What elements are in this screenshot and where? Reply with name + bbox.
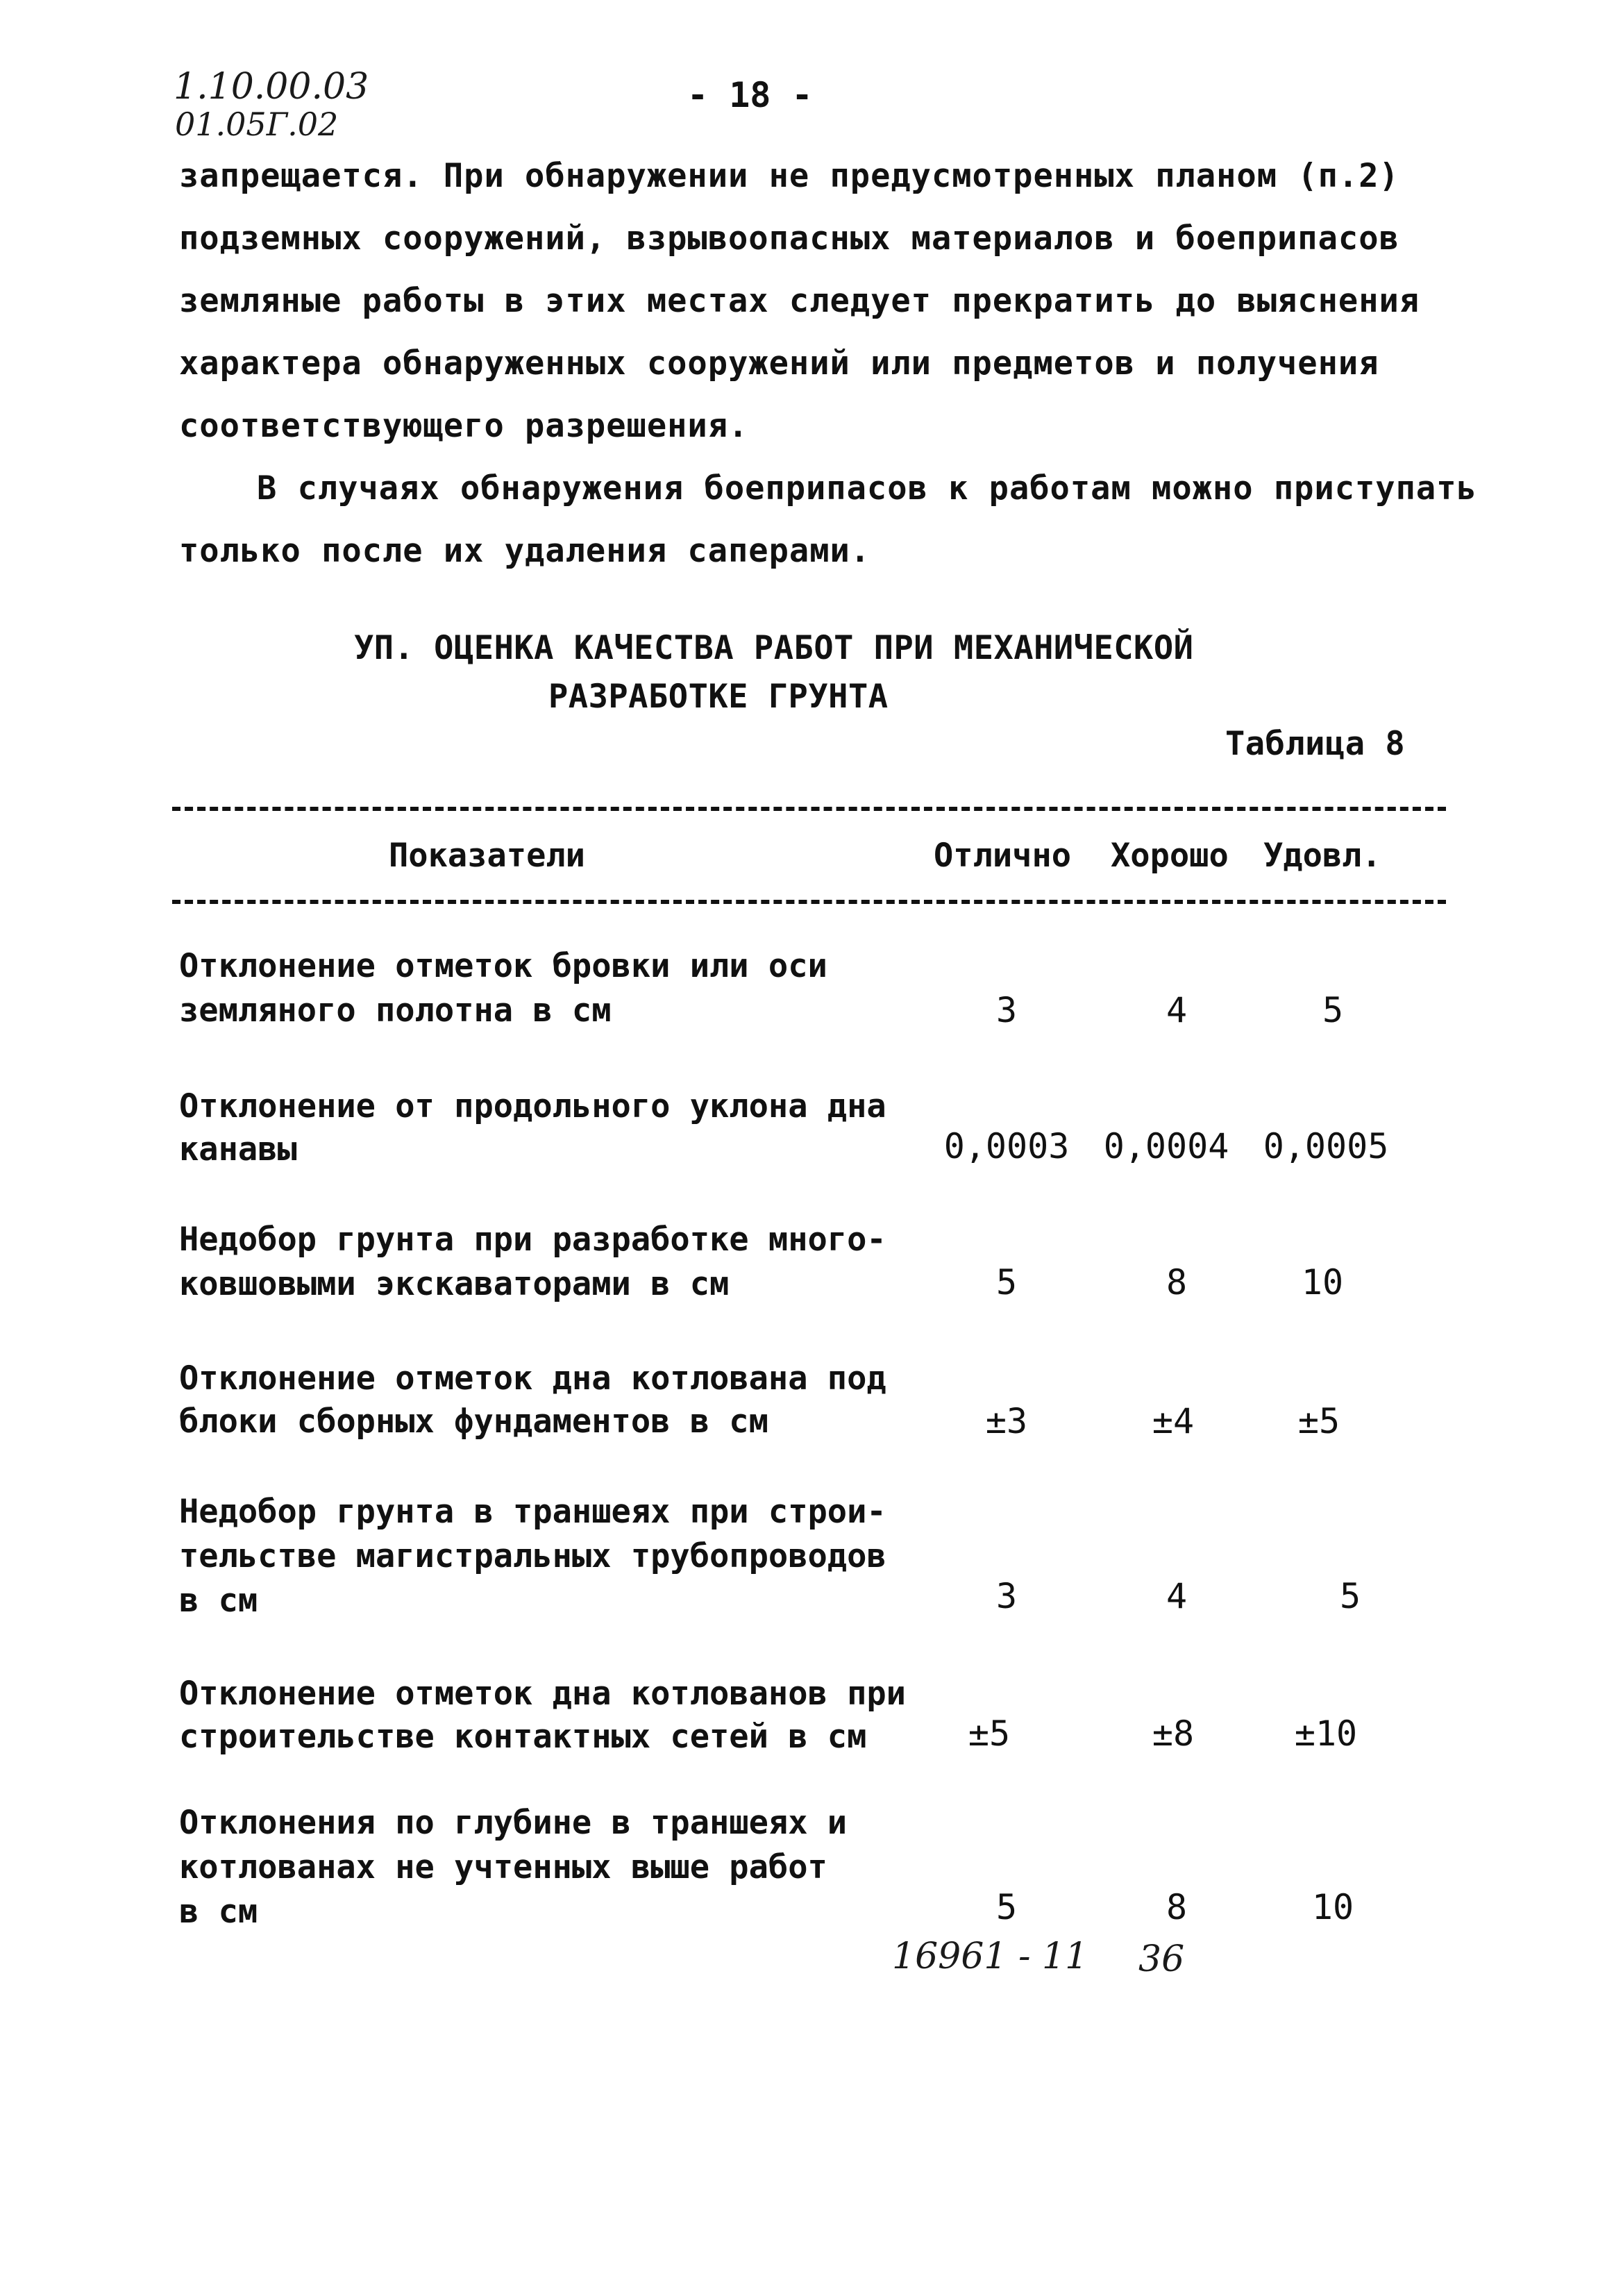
- table-row-label: Отклонение от продольного уклона дна: [179, 1087, 886, 1125]
- table-row-label: канавы: [179, 1130, 297, 1168]
- paragraph2-line: В случаях обнаружения боеприпасов к работам можно приступать: [257, 469, 1477, 508]
- table-row-label: Отклонение отметок дна котлованов при: [179, 1675, 906, 1713]
- value-excellent: 3: [995, 1576, 1018, 1616]
- paragraph1-line: соответствующего разрешения.: [179, 407, 749, 445]
- value-satisfactory: 5: [1322, 990, 1344, 1030]
- handwritten-archive-number: 16961 - 11: [892, 1936, 1088, 1977]
- table-row-label: Недобор грунта в траншеях при строи-: [179, 1493, 886, 1531]
- handwritten-sheet-number: 36: [1138, 1938, 1185, 1980]
- column-header-good: Хорошо: [1111, 837, 1229, 875]
- value-good: ±4: [1152, 1401, 1195, 1441]
- page-number: - 18 -: [687, 75, 813, 115]
- table-top-rule: [172, 807, 1446, 811]
- section-heading: УП. ОЦЕНКА КАЧЕСТВА РАБОТ ПРИ МЕХАНИЧЕСКОЙ: [354, 629, 1194, 667]
- value-excellent: 5: [995, 1887, 1018, 1927]
- value-satisfactory: ±5: [1297, 1401, 1340, 1441]
- value-good: 4: [1166, 1576, 1188, 1616]
- table-row-label: Недобор грунта при разработке много-: [179, 1221, 886, 1259]
- value-good: 4: [1166, 990, 1188, 1030]
- value-good: 8: [1166, 1262, 1188, 1302]
- table-row-label: земляного полотна в см: [179, 991, 612, 1030]
- value-excellent: ±5: [968, 1713, 1011, 1754]
- value-excellent: ±3: [985, 1401, 1028, 1441]
- table-row-label: котлованах не учтенных выше работ: [179, 1848, 827, 1886]
- table-row-label: блоки сборных фундаментов в см: [179, 1402, 768, 1441]
- table-header-rule: [172, 900, 1446, 904]
- value-satisfactory: ±10: [1294, 1713, 1358, 1754]
- table-row-label: Отклонения по глубине в траншеях и: [179, 1804, 848, 1842]
- column-header-satisfactory: Удовл.: [1263, 837, 1381, 875]
- table-row-label: строительстве контактных сетей в см: [179, 1718, 867, 1756]
- table-label: Таблица 8: [1225, 725, 1406, 763]
- value-excellent: 5: [995, 1262, 1018, 1302]
- table-row-label: тельстве магистральных трубопроводов: [179, 1537, 886, 1575]
- column-header-excellent: Отлично: [934, 837, 1072, 875]
- value-satisfactory: 5: [1339, 1576, 1361, 1616]
- value-satisfactory: 0,0005: [1263, 1126, 1389, 1166]
- table-row-label: ковшовыми экскаваторами в см: [179, 1265, 730, 1303]
- value-satisfactory: 10: [1311, 1887, 1354, 1927]
- section-heading-cont: РАЗРАБОТКЕ ГРУНТА: [548, 678, 889, 716]
- value-excellent: 3: [995, 990, 1018, 1030]
- value-satisfactory: 10: [1301, 1262, 1344, 1302]
- value-excellent: 0,0003: [943, 1126, 1070, 1166]
- table-row-label: Отклонение отметок дна котлована под: [179, 1359, 886, 1398]
- paragraph1-line: земляные работы в этих местах следует прекратить до выяснения: [179, 282, 1420, 320]
- column-header-indicators: Показатели: [389, 837, 585, 875]
- document-code-line1: 1.10.00.03: [174, 66, 369, 108]
- table-row-label: в см: [179, 1893, 258, 1931]
- value-good: 0,0004: [1103, 1126, 1229, 1166]
- paragraph2-line: только после их удаления саперами.: [179, 532, 871, 570]
- value-good: ±8: [1152, 1713, 1195, 1754]
- document-code-line2: 01.05Г.02: [175, 106, 339, 143]
- table-row-label: в см: [179, 1582, 258, 1620]
- paragraph1-line: подземных сооружений, взрывоопасных материалов и боеприпасов: [179, 219, 1399, 258]
- value-good: 8: [1166, 1887, 1188, 1927]
- paragraph1-line: запрещается. При обнаружении не предусмотренных планом (п.2): [179, 157, 1399, 195]
- paragraph1-line: характера обнаруженных сооружений или предметов и получения: [179, 344, 1379, 383]
- table-row-label: Отклонение отметок бровки или оси: [179, 947, 827, 985]
